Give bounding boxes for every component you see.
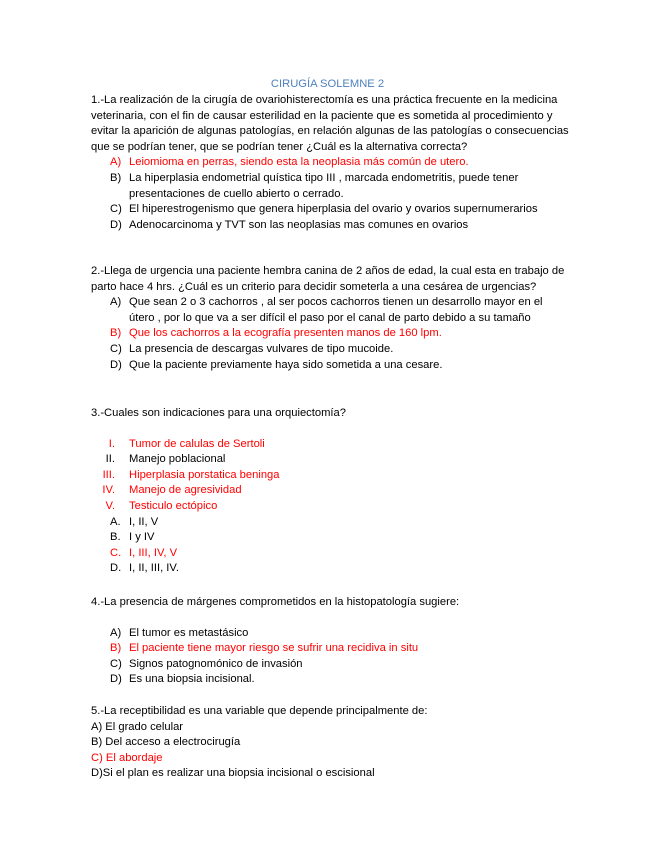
option-d: D) Es una biopsia incisional.: [110, 673, 255, 686]
option-d: D) Adenocarcinoma y TVT son las neoplasias mas comunes en ovarios: [110, 218, 469, 231]
question-text: 4.-La presencia de márgenes comprometidos en la histopatología sugiere:: [91, 596, 460, 608]
option-a: A) El grado celular: [91, 720, 184, 733]
option-b: B. I y IV: [110, 531, 155, 544]
option-b: B) El paciente tiene mayor riesgo se sufrir una recidiva in situ: [110, 642, 419, 655]
roman-item-5: V. Testiculo ectópico: [105, 499, 218, 512]
roman-item-4: IV. Manejo de agresividad: [102, 484, 242, 497]
option-c: C) Signos patognomónico de invasión: [110, 657, 303, 670]
option-c: C) El abordaje: [91, 751, 163, 764]
option-b: B) La hiperplasia endometrial quística tipo III , marcada endometritis, puede tener presentaciones de cuello abierto o cerrado.: [110, 171, 519, 200]
question-5: [91, 704, 571, 782]
question-text: 2.-Llega de urgencia una paciente hembra canina de 2 años de edad, la cual esta en trabajo de parto hace 4 hrs. ¿Cuál es un criterio para decidir someterla a una cesárea de urgencias?: [91, 265, 565, 293]
question-4: [91, 595, 571, 688]
roman-item-3: III. Hiperplasia porstatica beninga: [102, 468, 280, 481]
option-a: A) Leiomioma en perras, siendo esta la neoplasia más común de utero.: [110, 156, 469, 169]
option-a: A) El tumor es metastásico: [110, 626, 249, 639]
page-title: CIRUGÍA SOLEMNE 2: [270, 78, 385, 90]
option-c: C. I, III, IV, V: [110, 546, 178, 559]
question-text: 3.-Cuales son indicaciones para una orquiectomía?: [91, 407, 346, 419]
question-text: 5.-La receptibilidad es una variable que depende principalmente de:: [91, 705, 428, 717]
option-c: C) El hiperestrogenismo que genera hiperplasia del ovario y ovarios supernumerarios: [110, 203, 538, 216]
question-3: [91, 406, 571, 577]
option-d: D) Que la paciente previamente haya sido sometida a una cesare.: [110, 358, 443, 371]
question-1: [91, 93, 571, 233]
option-d: D. I, II, III, IV.: [110, 562, 179, 575]
question-2: [91, 264, 571, 373]
question-text: 1.-La realización de la cirugía de ovariohisterectomía es una práctica frecuente en la medicina veterinaria, con el fin de causar esterilidad en la paciente que es sometida al procedimiento y evitar la aparición de algunas patologías, en relación algunas de las patologías o consecuencias que se podrían tener, que se podrían tener ¿Cuál es la alternativa correcta?: [91, 94, 569, 153]
roman-item-2: II. Manejo poblacional: [105, 453, 226, 466]
option-b: B) Que los cachorros a la ecografía presenten manos de 160 lpm.: [110, 327, 442, 340]
option-d: D)Si el plan es realizar una biopsia incisional o escisional: [91, 767, 375, 780]
option-a: A) Que sean 2 o 3 cachorros , al ser pocos cachorros tienen un desarrollo mayor en el útero , por lo que va a ser difícil el paso por el canal de parto debido a su tamaño: [110, 296, 543, 324]
option-b: B) Del acceso a electrocirugía: [91, 736, 241, 749]
roman-item-1: I. Tumor de calulas de Sertoli: [108, 437, 265, 450]
option-c: C) La presencia de descargas vulvares de tipo mucoide.: [110, 342, 394, 355]
option-a: A. I, II, V: [110, 515, 159, 528]
